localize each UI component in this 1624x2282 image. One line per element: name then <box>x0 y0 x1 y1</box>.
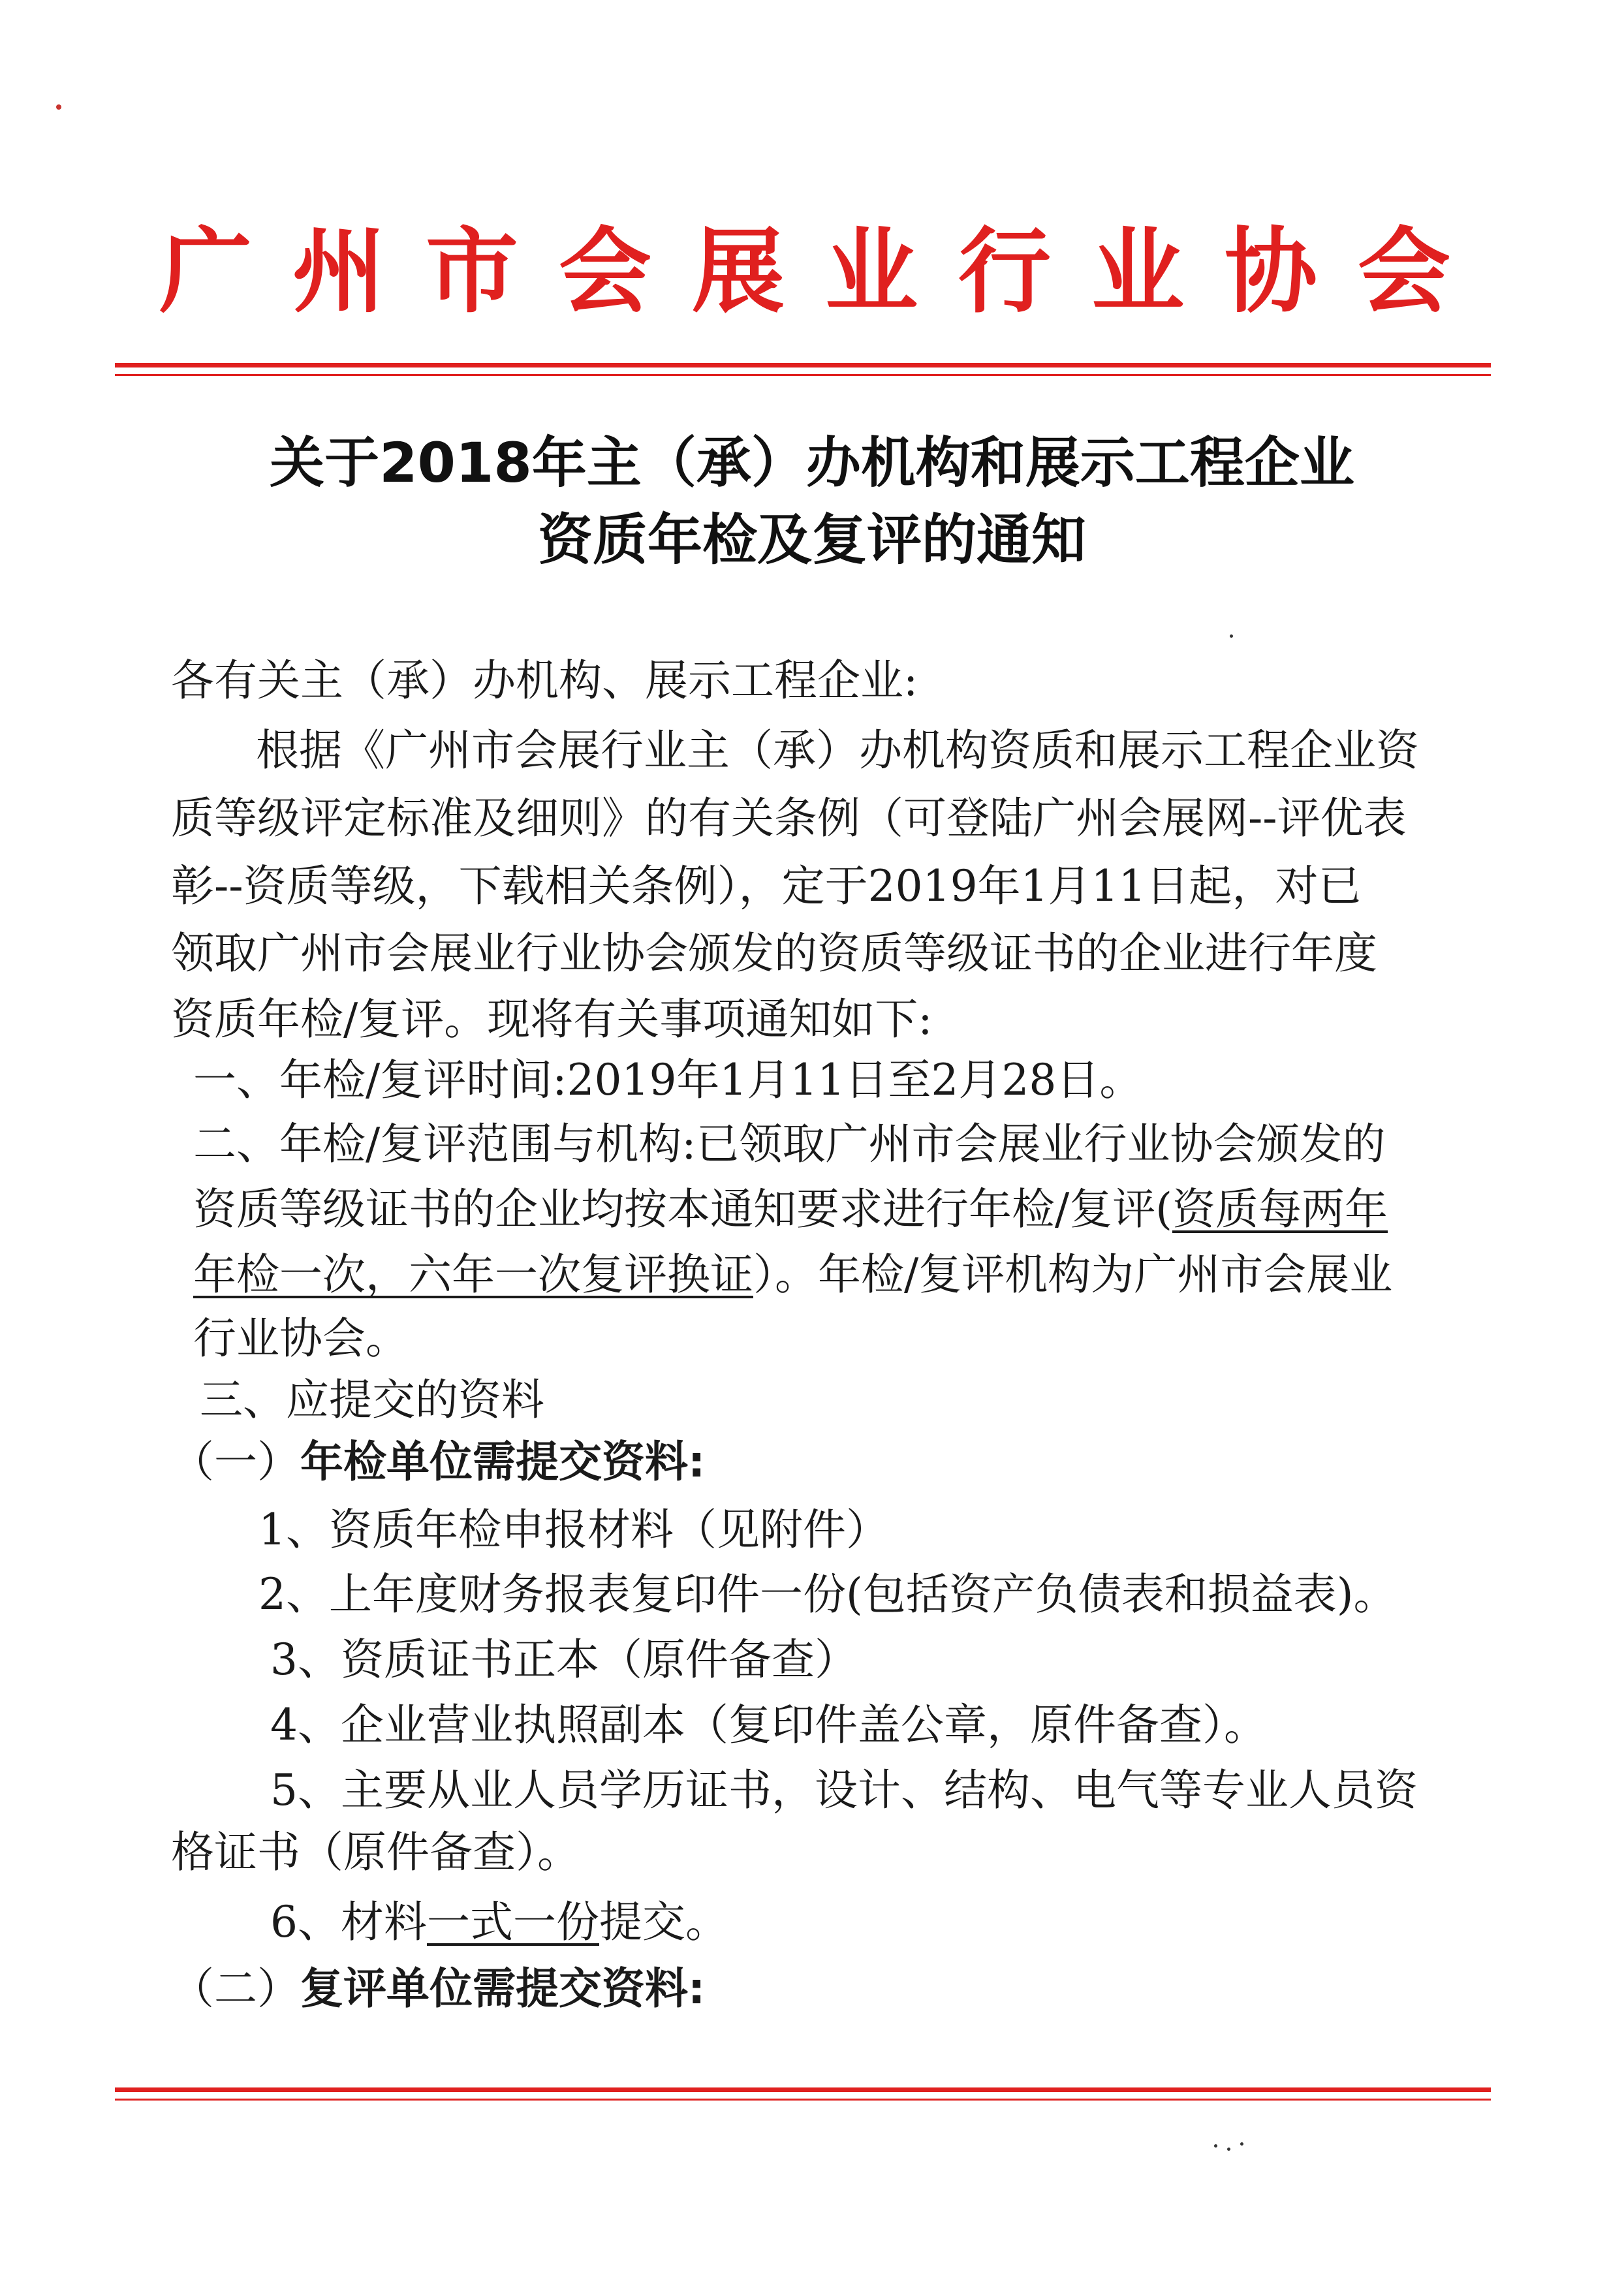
section-2-underlined-text-b: 年检一次，六年一次复评换证 <box>193 1249 753 1300</box>
intro-line-2: 质等级评定标准及细则》的有关条例（可登陆广州会展网--评优表 <box>171 793 1407 843</box>
section-2-underlined-text-a: 资质每两年 <box>1172 1184 1388 1234</box>
item-6-suffix: 提交。 <box>599 1897 728 1947</box>
section-2-line-2-text: 资质等级证书的企业均按本通知要求进行年检/复评( <box>193 1184 1172 1234</box>
item-5-line-2: 格证书（原件备查）。 <box>171 1827 580 1877</box>
subsection-1-prefix: （一） <box>171 1437 300 1487</box>
section-2-line-4: 行业协会。 <box>193 1313 409 1364</box>
intro-line-5: 资质年检/复评。现将有关事项通知如下: <box>171 994 933 1044</box>
salutation: 各有关主（承）办机构、展示工程企业: <box>171 655 918 706</box>
item-6-underlined: 一式一份 <box>427 1897 599 1947</box>
subsection-2-heading <box>171 1963 706 2014</box>
section-2-line-1: 二、年检/复评范围与机构:已领取广州市会展业行业协会颁发的 <box>193 1119 1386 1169</box>
item-4: 4、企业营业执照副本（复印件盖公章，原件备查）。 <box>270 1700 1267 1750</box>
item-1: 1、资质年检申报材料（见附件） <box>258 1505 889 1555</box>
intro-line-3: 彰--资质等级，下载相关条例），定于2019年1月11日起，对已 <box>171 861 1362 911</box>
scan-speck <box>1214 2144 1217 2148</box>
letterhead-rule-thick <box>115 363 1491 367</box>
section-2-line-2 <box>193 1184 1388 1234</box>
item-6 <box>270 1897 728 1947</box>
scan-speck <box>1227 2148 1230 2151</box>
section-2-line-3-text: ）。年检/复评机构为广州市会展业 <box>753 1249 1393 1300</box>
item-2: 2、上年度财务报表复印件一份(包括资产负债表和损益表)。 <box>258 1569 1397 1619</box>
scan-speck <box>1240 2142 1243 2146</box>
footer-rule-thick <box>115 2087 1491 2092</box>
scan-speck <box>1230 634 1233 638</box>
letterhead-org-name: 广州市会展业行业协会 <box>159 217 1491 326</box>
footer-rule-thin <box>115 2099 1491 2101</box>
subsection-1-title: 年检单位需提交资料: <box>300 1437 706 1487</box>
section-3-heading: 三、应提交的资料 <box>200 1375 544 1425</box>
intro-line-4: 领取广州市会展业行业协会颁发的资质等级证书的企业进行年度 <box>171 928 1377 978</box>
section-2-line-3 <box>193 1249 1393 1300</box>
notice-title-line-1: 关于2018年主（承）办机构和展示工程企业 <box>270 431 1354 495</box>
item-6-prefix: 6、材料 <box>270 1897 427 1947</box>
intro-line-1: 根据《广州市会展行业主（承）办机构资质和展示工程企业资 <box>256 725 1419 775</box>
item-3: 3、资质证书正本（原件备查） <box>270 1634 858 1685</box>
item-5-line-1: 5、主要从业人员学历证书，设计、结构、电气等专业人员资 <box>270 1765 1418 1815</box>
subsection-2-prefix: （二） <box>171 1963 300 2014</box>
notice-title-line-2: 资质年检及复评的通知 <box>537 508 1086 572</box>
subsection-2-title: 复评单位需提交资料: <box>300 1963 706 2014</box>
subsection-1-heading <box>171 1437 706 1487</box>
scan-speck <box>56 104 61 110</box>
section-1-time: 一、年检/复评时间:2019年1月11日至2月28日。 <box>193 1055 1143 1105</box>
letterhead-rule-thin <box>115 374 1491 376</box>
